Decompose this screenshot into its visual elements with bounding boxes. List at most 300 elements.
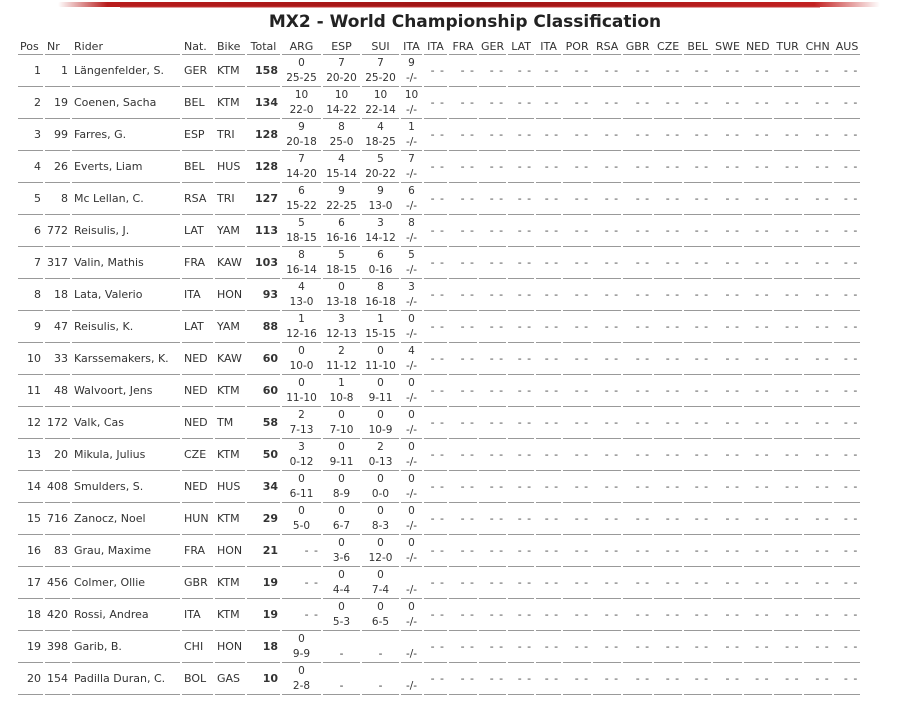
round-empty-cell: - - [684,87,711,119]
nationality-cell: NED [182,471,213,503]
round-points: 3 [408,280,415,293]
round-empty-cell: - - [654,311,682,343]
round-empty-cell: - - [804,375,832,407]
position-cell: 17 [18,567,43,599]
round-empty-cell: - - [563,599,591,631]
round-empty-cell: - - [834,439,861,471]
round-empty-cell: - - [424,311,447,343]
round-empty-cell: - - [623,311,652,343]
round-empty-cell: - - [508,663,534,695]
round-empty-cell: - - [744,183,772,215]
bike-cell: KAW [215,247,245,279]
header-row [18,38,860,55]
round-empty-cell: - - [744,535,772,567]
round-result-cell [282,87,321,119]
round-empty-cell: - - [834,151,861,183]
round-empty-cell: - - [508,311,534,343]
rider-name-cell: Mikula, Julius [72,439,180,471]
round-result-cell [362,567,399,599]
rider-number-cell: 47 [45,311,70,343]
position-cell: 4 [18,151,43,183]
round-points: 7 [408,152,415,165]
round-empty-cell: - - [593,439,621,471]
total-points-cell: 127 [247,183,280,215]
round-result-cell [401,439,422,471]
round-empty-cell: - - [508,55,534,87]
round-empty-cell: - - [536,343,561,375]
round-empty-cell: - - [623,599,652,631]
round-empty-cell: - - [424,567,447,599]
round-empty-cell: - - [508,87,534,119]
round-empty-cell: - - [804,119,832,151]
round-points: 9 [377,184,384,197]
nationality-cell: CZE [182,439,213,471]
round-empty-cell: - - [774,471,802,503]
heat-points: 16-18 [365,295,396,308]
round-empty-cell: - - [774,87,802,119]
round-empty-cell: - - [623,151,652,183]
total-points-cell: 113 [247,215,280,247]
round-empty-cell: - - [449,471,477,503]
position-cell: 11 [18,375,43,407]
round-empty-cell: - - [424,375,447,407]
total-points-cell: 128 [247,151,280,183]
round-result-cell [362,503,399,535]
round-empty-cell: - - [774,55,802,87]
round-result-cell [362,471,399,503]
total-points-cell: 60 [247,343,280,375]
total-points-cell: 10 [247,663,280,695]
round-result-cell [362,439,399,471]
heat-points: 0-13 [368,455,393,468]
round-empty-cell: - - [536,407,561,439]
heat-points: 25-20 [365,71,396,84]
round-empty-cell: - - [774,151,802,183]
table-row [18,55,860,87]
heat-points: 15-22 [286,199,317,212]
position-cell: 5 [18,183,43,215]
round-empty-cell: - - [508,151,534,183]
bike-cell: KAW [215,343,245,375]
round-empty-cell: - - [563,279,591,311]
round-empty-cell: - - [744,311,772,343]
heat-points: 14-22 [326,103,357,116]
rider-name-cell: Längenfelder, S. [72,55,180,87]
round-empty-cell: - - [508,567,534,599]
heat-points: -/- [405,519,418,532]
bike-cell: HUS [215,471,245,503]
round-empty-cell: - - [804,599,832,631]
heat-points: -/- [405,295,418,308]
round-empty-cell: - - [424,503,447,535]
rider-number-cell: 154 [45,663,70,695]
rider-name-cell: Reisulis, J. [72,215,180,247]
table-row [18,471,860,503]
round-empty-cell: - - [593,87,621,119]
round-empty-cell: - - [834,535,861,567]
round-empty-cell: - - [623,439,652,471]
round-result-cell [323,471,360,503]
heat-points: 13-0 [368,199,393,212]
round-result-cell [323,247,360,279]
rider-number-cell: 18 [45,279,70,311]
round-empty-cell: - - [744,567,772,599]
round-empty-cell: - - [713,503,742,535]
round-points [325,632,358,647]
round-empty-cell: - - [593,535,621,567]
round-points: 3 [298,440,305,453]
round-empty-cell: - - [536,311,561,343]
round-points: 0 [298,344,305,357]
round-empty-cell: - - [479,535,506,567]
round-result-cell [362,55,399,87]
heat-points: 7-13 [289,423,314,436]
rider-name-cell: Zanocz, Noel [72,503,180,535]
column-header-sui-8: SUI [362,38,399,55]
round-result-cell [323,663,360,695]
round-empty-cell: - - [623,375,652,407]
round-result-cell [282,471,321,503]
round-points: 10 [294,88,309,101]
round-points: 3 [377,216,384,229]
round-empty-cell: - - [713,407,742,439]
round-points: 10 [404,88,419,101]
round-result-cell [282,343,321,375]
bike-cell: KTM [215,55,245,87]
round-empty-cell: - - [593,375,621,407]
round-empty-cell: - - [508,407,534,439]
heat-points: 14-20 [286,167,317,180]
round-empty-cell: - - [654,343,682,375]
round-empty-cell: - - [508,471,534,503]
round-points: 0 [298,376,305,389]
round-result-cell [282,439,321,471]
round-empty-cell: - - [684,343,711,375]
round-points: 1 [377,312,384,325]
round-empty-cell: - - [479,215,506,247]
heat-points: 16-16 [326,231,357,244]
round-empty-cell: - - [684,631,711,663]
round-points [364,632,397,647]
round-result-cell [282,119,321,151]
round-empty-cell: - - [744,215,772,247]
round-points: 1 [338,376,345,389]
round-empty-cell: - - [684,535,711,567]
round-result-cell [401,183,422,215]
round-result-cell [401,151,422,183]
round-empty-cell: - - [563,407,591,439]
table-row [18,87,860,119]
round-result-cell [362,343,399,375]
column-header-arg-6: ARG [282,38,321,55]
round-empty-cell: - - [654,663,682,695]
round-points: 1 [408,120,415,133]
round-empty-cell: - - [684,407,711,439]
round-empty-cell: - - [508,599,534,631]
heat-points: -/- [405,263,418,276]
round-empty-cell: - - [713,215,742,247]
round-empty-cell: - - [713,311,742,343]
table-row [18,215,860,247]
table-row [18,503,860,535]
nationality-cell: FRA [182,535,213,567]
round-result-cell [401,87,422,119]
column-header-por-15: POR [563,38,591,55]
round-empty-cell: - - [804,567,832,599]
round-result-cell [401,343,422,375]
round-result-cell [401,631,422,663]
round-result-cell [323,183,360,215]
round-points: 0 [408,408,415,421]
nationality-cell: HUN [182,503,213,535]
round-result-cell [362,279,399,311]
round-empty-cell: - - [834,183,861,215]
rider-number-cell: 20 [45,439,70,471]
round-points: 4 [408,344,415,357]
round-result-cell [282,407,321,439]
round-result-cell [401,215,422,247]
nationality-cell: GER [182,55,213,87]
heat-points: 22-14 [365,103,396,116]
total-points-cell: 21 [247,535,280,567]
round-empty-cell: - - [774,599,802,631]
table-row [18,343,860,375]
round-result-cell [282,503,321,535]
round-empty-cell: - - [593,567,621,599]
round-empty-cell: - - [804,631,832,663]
round-points [364,664,397,679]
round-points: 6 [408,184,415,197]
round-empty-cell: - - [508,279,534,311]
heat-points: 0-16 [368,263,393,276]
position-cell: 3 [18,119,43,151]
total-points-cell: 29 [247,503,280,535]
round-empty-cell: - - [536,119,561,151]
round-points: 4 [377,120,384,133]
round-empty-cell: - - [479,375,506,407]
round-empty-cell: - - [774,567,802,599]
round-empty-cell: - - [654,407,682,439]
round-points: 6 [338,216,345,229]
round-points: 0 [408,504,415,517]
heat-points: 18-15 [286,231,317,244]
round-empty-cell: - - [654,439,682,471]
page-title: MX2 - World Championship Classification [268,12,662,32]
round-empty-cell: - - [563,631,591,663]
round-points: 5 [298,216,305,229]
position-cell: 8 [18,279,43,311]
round-empty-cell: - - [744,343,772,375]
round-result-cell [362,183,399,215]
round-empty-cell: - - [593,55,621,87]
heat-points: -/- [405,679,418,692]
round-empty-cell: - - [804,247,832,279]
round-empty-cell: - - [654,215,682,247]
round-empty-cell: - - [536,567,561,599]
round-empty-cell: - - [684,471,711,503]
round-empty-cell: - - [804,663,832,695]
round-points: 8 [408,216,415,229]
heat-points: 4-4 [332,583,351,596]
round-points: 0 [338,472,345,485]
round-points: 0 [377,376,384,389]
round-empty-cell: - - [536,663,561,695]
round-empty-cell: - - [684,55,711,87]
round-points: 0 [338,408,345,421]
table-row [18,375,860,407]
rider-number-cell: 26 [45,151,70,183]
heat-points: 6-5 [371,615,390,628]
round-points: 0 [377,536,384,549]
round-empty-cell: - - [654,599,682,631]
round-empty-cell: - - [479,599,506,631]
round-empty-cell: - - [282,567,321,599]
round-empty-cell: - - [282,535,321,567]
round-points: 0 [338,536,345,549]
round-empty-cell: - - [713,87,742,119]
round-empty-cell: - - [834,311,861,343]
round-empty-cell: - - [593,279,621,311]
heat-points: 18-25 [365,135,396,148]
round-empty-cell: - - [713,471,742,503]
rider-number-cell: 317 [45,247,70,279]
round-points: 3 [338,312,345,325]
rider-name-cell: Smulders, S. [72,471,180,503]
round-result-cell [401,535,422,567]
round-empty-cell: - - [654,183,682,215]
column-header-rider-2: Rider [72,38,180,55]
round-empty-cell: - - [654,567,682,599]
round-empty-cell: - - [623,631,652,663]
round-result-cell [362,375,399,407]
round-empty-cell: - - [623,183,652,215]
round-empty-cell: - - [593,631,621,663]
total-points-cell: 158 [247,55,280,87]
heat-points: -/- [405,487,418,500]
bike-cell: KTM [215,87,245,119]
round-points [325,664,358,679]
heat-points: 3-6 [332,551,351,564]
table-header [18,38,860,55]
round-points: 8 [298,248,305,261]
heat-points: -/- [405,71,418,84]
round-empty-cell: - - [563,567,591,599]
round-result-cell [323,439,360,471]
round-result-cell [362,151,399,183]
round-result-cell [362,663,399,695]
round-empty-cell: - - [774,215,802,247]
header-brush-accent [120,6,820,8]
round-empty-cell: - - [449,215,477,247]
round-empty-cell: - - [536,151,561,183]
round-result-cell [323,567,360,599]
round-result-cell [401,55,422,87]
bike-cell: HON [215,631,245,663]
round-empty-cell: - - [774,375,802,407]
rider-number-cell: 8 [45,183,70,215]
round-empty-cell: - - [623,279,652,311]
round-empty-cell: - - [449,503,477,535]
column-header-aus-24: AUS [834,38,861,55]
round-empty-cell: - - [804,279,832,311]
rider-number-cell: 33 [45,343,70,375]
round-empty-cell: - - [684,375,711,407]
round-empty-cell: - - [449,567,477,599]
round-empty-cell: - - [449,311,477,343]
round-empty-cell: - - [744,119,772,151]
round-empty-cell: - - [536,503,561,535]
round-points: 5 [338,248,345,261]
round-empty-cell: - - [713,599,742,631]
table-row [18,631,860,663]
heat-points: -/- [405,647,418,660]
round-empty-cell: - - [774,311,802,343]
round-empty-cell: - - [834,279,861,311]
column-header-total-5: Total [247,38,280,55]
round-result-cell [401,247,422,279]
round-empty-cell: - - [713,439,742,471]
table-row [18,567,860,599]
round-empty-cell: - - [536,375,561,407]
round-empty-cell: - - [424,663,447,695]
nationality-cell: ITA [182,599,213,631]
round-empty-cell: - - [684,151,711,183]
round-empty-cell: - - [593,503,621,535]
table-row [18,119,860,151]
round-empty-cell: - - [774,439,802,471]
round-empty-cell: - - [744,599,772,631]
round-empty-cell: - - [623,407,652,439]
round-empty-cell: - - [424,631,447,663]
column-header-ned-21: NED [744,38,772,55]
round-empty-cell: - - [282,599,321,631]
round-points [403,664,420,679]
round-empty-cell: - - [654,503,682,535]
heat-points: 25-0 [329,135,354,148]
position-cell: 7 [18,247,43,279]
round-empty-cell: - - [479,343,506,375]
round-empty-cell: - - [744,55,772,87]
round-empty-cell: - - [449,87,477,119]
round-points: 4 [338,152,345,165]
heat-points: 9-11 [368,391,393,404]
round-empty-cell: - - [563,439,591,471]
heat-points: 11-12 [326,359,357,372]
round-empty-cell: - - [536,87,561,119]
position-cell: 2 [18,87,43,119]
round-empty-cell: - - [563,247,591,279]
round-empty-cell: - - [744,279,772,311]
round-empty-cell: - - [713,567,742,599]
round-empty-cell: - - [424,407,447,439]
table-row [18,311,860,343]
position-cell: 13 [18,439,43,471]
column-header-gbr-17: GBR [623,38,652,55]
round-result-cell [323,55,360,87]
bike-cell: HON [215,535,245,567]
round-result-cell [323,599,360,631]
heat-points: -/- [405,615,418,628]
heat-points: 16-14 [286,263,317,276]
column-header-lat-13: LAT [508,38,534,55]
round-empty-cell: - - [593,471,621,503]
round-result-cell [323,119,360,151]
round-empty-cell: - - [563,343,591,375]
round-result-cell [401,599,422,631]
round-empty-cell: - - [593,215,621,247]
round-empty-cell: - - [508,119,534,151]
round-empty-cell: - - [713,375,742,407]
